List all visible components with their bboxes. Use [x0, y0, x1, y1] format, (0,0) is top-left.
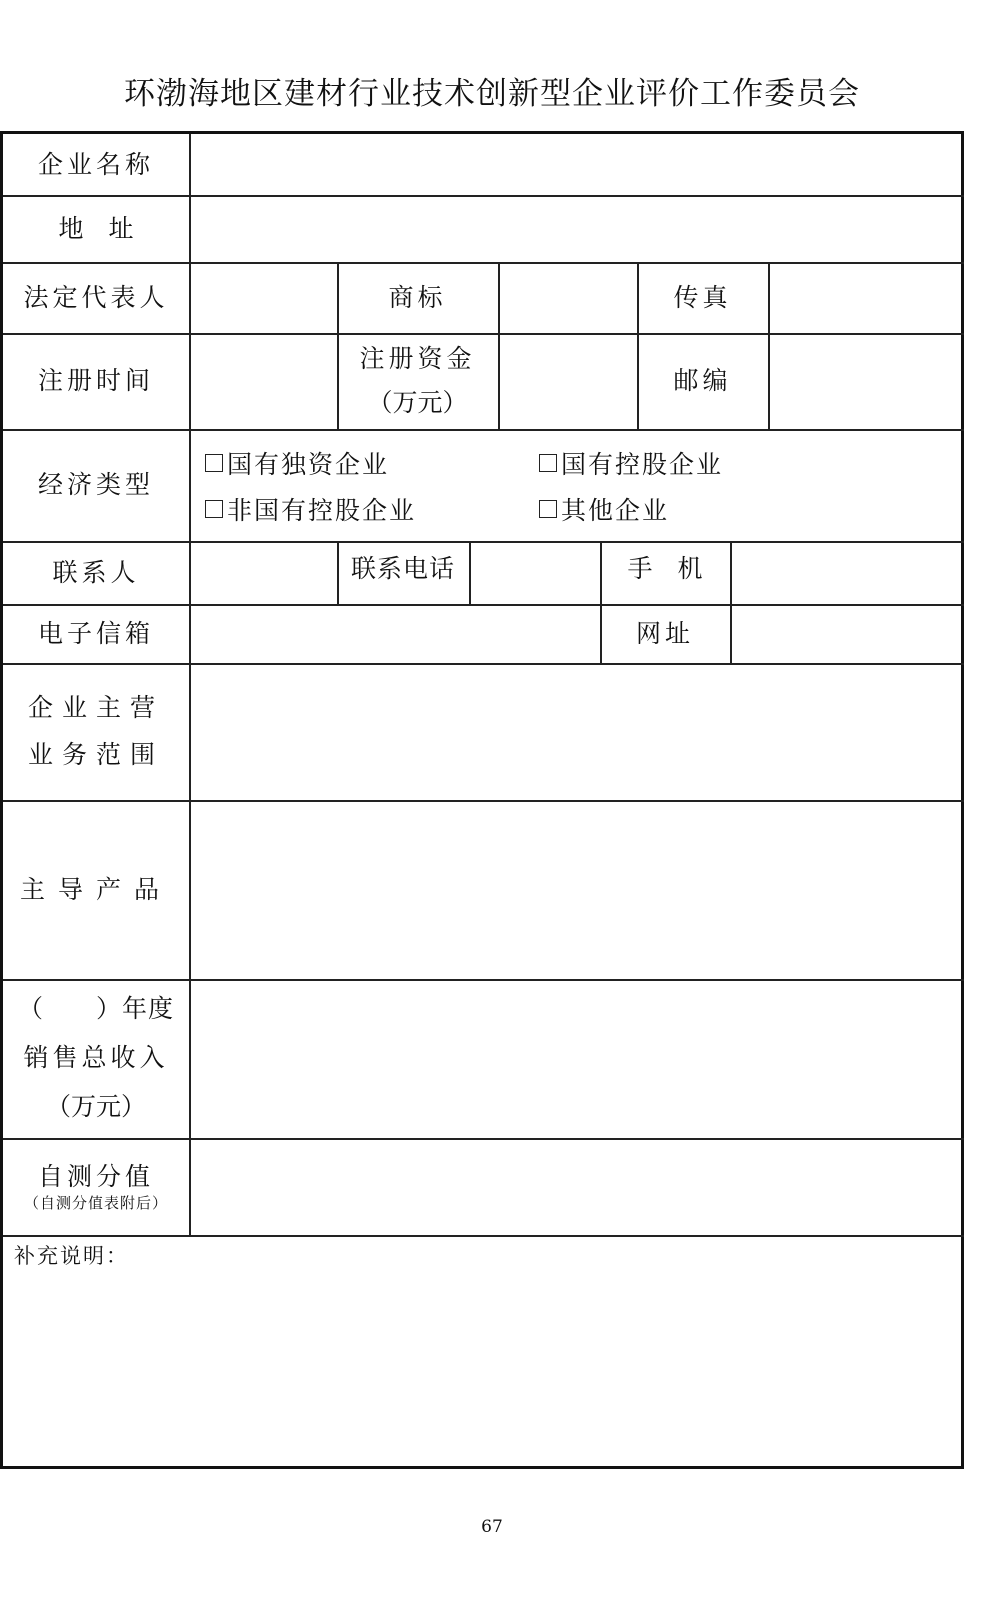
reg-date-field[interactable] — [191, 333, 337, 429]
business-scope-label — [3, 663, 189, 800]
sales-label — [3, 979, 189, 1138]
business-scope-label-line2: 业务范围 — [27, 739, 164, 769]
checkbox-icon[interactable] — [539, 454, 557, 472]
reg-capital-field[interactable] — [500, 333, 637, 429]
reg-capital-label-line1: 注册资金 — [359, 344, 476, 374]
fax-label: 传真 — [673, 282, 732, 312]
postcode-field[interactable] — [770, 333, 964, 429]
option-state-controlled[interactable] — [539, 445, 723, 481]
registration-form — [0, 131, 964, 1469]
mobile-label — [600, 541, 730, 596]
legal-rep-label: 法定代表人 — [23, 282, 169, 312]
self-score-note: （自测分值表附后） — [23, 1194, 168, 1213]
self-score-field[interactable] — [191, 1138, 964, 1235]
postcode-label: 邮编 — [673, 366, 732, 395]
contact-phone-label: 联系电话 — [350, 553, 455, 583]
page-title: 环渤海地区建材行业技术创新型企业评价工作委员会 — [124, 76, 860, 112]
option-state-owned[interactable] — [205, 445, 389, 481]
notes-label: 补充说明： — [14, 1244, 129, 1268]
contact-phone-field[interactable] — [471, 541, 600, 604]
trademark-label: 商标 — [388, 282, 447, 312]
notes-field[interactable] — [3, 1237, 964, 1469]
address-field[interactable] — [191, 195, 964, 262]
sales-label-line3: （万元） — [45, 1091, 146, 1121]
main-products-label-text: 主导产品 — [19, 874, 172, 904]
option-non-state-controlled[interactable] — [205, 491, 416, 527]
legal-rep-field[interactable] — [191, 262, 337, 333]
checkbox-icon[interactable] — [205, 500, 223, 518]
mobile-label-text: 手 机 — [627, 553, 703, 583]
option-label: 其他企业 — [561, 496, 670, 525]
email-field[interactable] — [191, 604, 600, 663]
sales-label-line1: （ ）年度 — [17, 994, 174, 1024]
business-scope-field[interactable] — [191, 663, 964, 800]
option-label: 国有控股企业 — [561, 450, 724, 479]
contact-label: 联系人 — [52, 557, 140, 587]
page-number: 67 — [481, 1517, 503, 1537]
website-label: 网址 — [635, 618, 694, 648]
checkbox-icon[interactable] — [205, 454, 223, 472]
option-other[interactable] — [539, 491, 669, 527]
self-score-label — [3, 1138, 189, 1235]
reg-capital-label — [337, 333, 498, 429]
option-label: 非国有控股企业 — [227, 496, 417, 525]
mobile-field[interactable] — [732, 541, 964, 604]
main-products-label — [3, 800, 189, 979]
self-score-label-text: 自测分值 — [37, 1162, 154, 1192]
address-label-text: 地 址 — [58, 213, 134, 243]
checkbox-icon[interactable] — [539, 500, 557, 518]
company-name-field[interactable] — [191, 134, 964, 195]
economic-type-label: 经济类型 — [37, 470, 154, 499]
option-label: 国有独资企业 — [227, 450, 390, 479]
main-products-field[interactable] — [191, 800, 964, 979]
email-label: 电子信箱 — [37, 618, 154, 648]
fax-field[interactable] — [770, 262, 964, 333]
address-label — [3, 195, 189, 262]
website-field[interactable] — [732, 604, 964, 663]
trademark-field[interactable] — [500, 262, 637, 333]
sales-field[interactable] — [191, 979, 964, 1138]
reg-capital-label-line2: （万元） — [367, 388, 468, 417]
business-scope-label-line1: 企业主营 — [27, 693, 164, 723]
company-name-label: 企业名称 — [37, 149, 154, 179]
sales-label-line2: 销售总收入 — [23, 1043, 169, 1073]
contact-field[interactable] — [191, 541, 337, 604]
reg-date-label: 注册时间 — [37, 366, 154, 395]
